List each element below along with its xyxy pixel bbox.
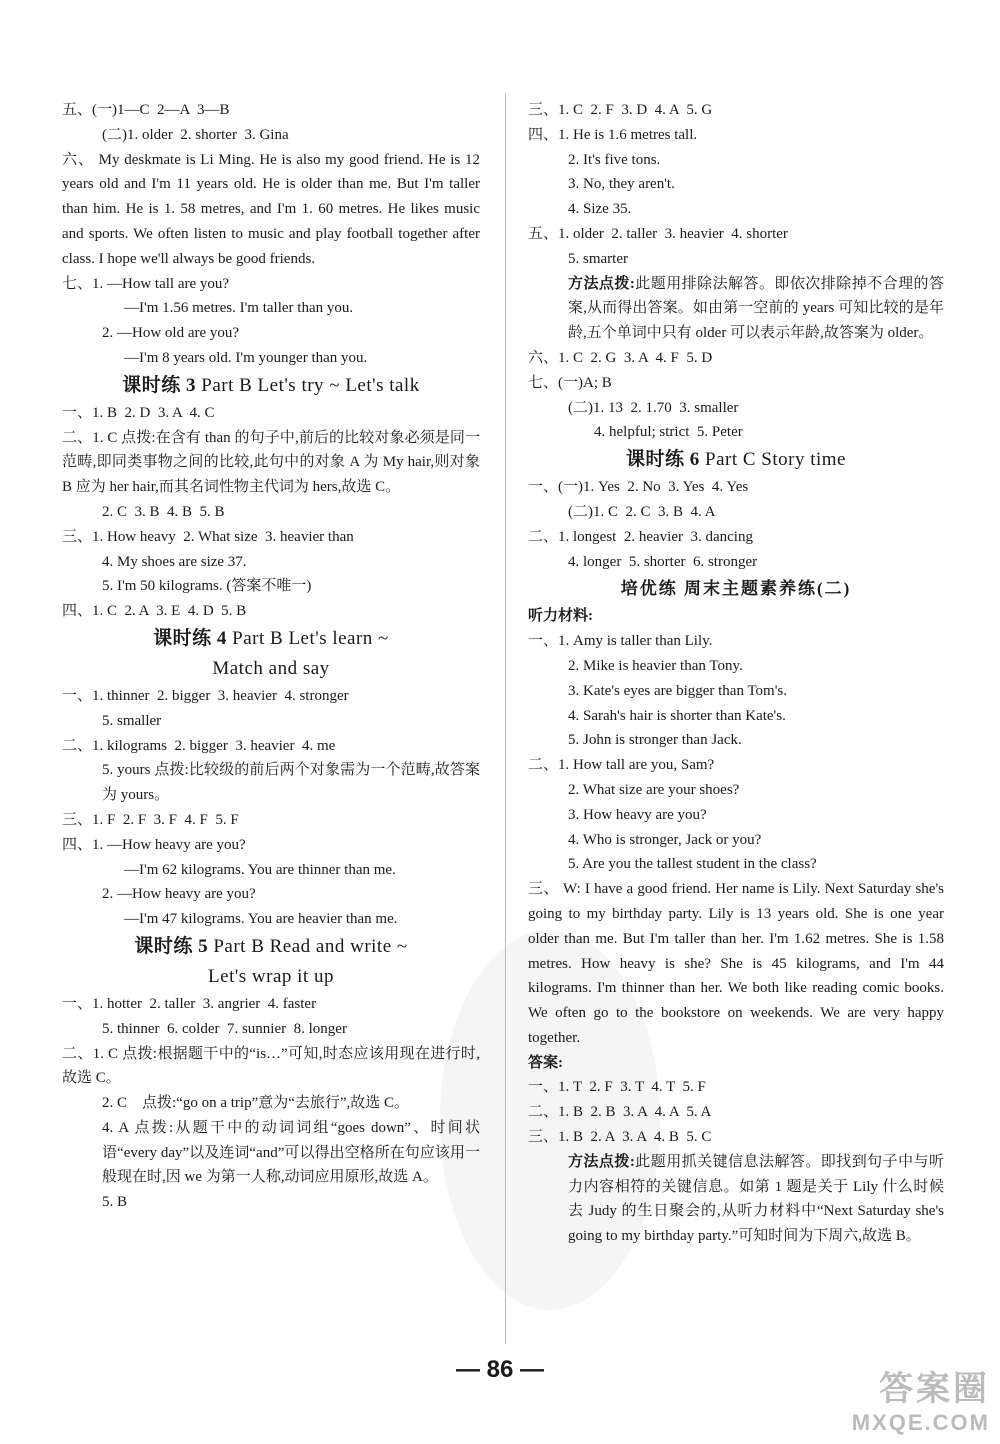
answer-text: 六、 My deskmate is Li Ming. He is also my good friend. He is 12 years old and I'm 11 years old. He is older than me. But I'm taller than him. He is 1. 58 metres, and I'm 1. 60 metres. He likes music and sports. We often listen to music and play football together after class. I hope we'll always be good friends. bbox=[62, 151, 480, 267]
section-heading bbox=[62, 932, 480, 962]
answer-line bbox=[62, 1091, 480, 1116]
answer-line bbox=[62, 833, 480, 858]
answer-text: 一、1. thinner 2. bigger 3. heavier 4. stronger bbox=[62, 687, 349, 704]
answer-line bbox=[528, 1051, 944, 1076]
answer-line bbox=[62, 401, 480, 426]
section-heading-title: Part C Story time bbox=[699, 449, 846, 471]
watermark-url: MXQE.COM bbox=[851, 1410, 990, 1435]
answer-text: —I'm 8 years old. I'm younger than you. bbox=[124, 349, 368, 366]
answer-line bbox=[528, 550, 944, 575]
answer-text: 四、1. C 2. A 3. E 4. D 5. B bbox=[62, 603, 247, 620]
answer-text: 一、1. Amy is taller than Lily. bbox=[528, 633, 713, 650]
section-heading bbox=[62, 624, 480, 654]
answer-text: 4. Who is stronger, Jack or you? bbox=[568, 831, 762, 848]
answer-text: 5. smarter bbox=[568, 250, 628, 267]
answer-line bbox=[62, 1017, 480, 1042]
answer-text: 4. Sarah's hair is shorter than Kate's. bbox=[568, 707, 786, 724]
answer-text: 2. C 点拨:“go on a trip”意为“去旅行”,故选 C。 bbox=[102, 1095, 410, 1112]
answer-line bbox=[528, 654, 944, 679]
answer-text: 5. yours 点拨:比较级的前后两个对象需为一个范畴,故答案为 yours。 bbox=[102, 762, 480, 804]
answer-line bbox=[528, 828, 944, 853]
answer-line bbox=[62, 709, 480, 734]
answer-line bbox=[62, 574, 480, 599]
answer-line bbox=[528, 852, 944, 877]
answer-line bbox=[528, 704, 944, 729]
left-column bbox=[62, 98, 480, 1215]
answer-text: 一、(一)1. Yes 2. No 3. Yes 4. Yes bbox=[528, 479, 749, 496]
answer-text: 4. helpful; strict 5. Peter bbox=[594, 424, 743, 441]
answer-text: 4. A 点拨:从题干中的动词词组“goes down”、时间状语“every day”以及连词“and”可以得出空格所在句应该用一般现在时,因 we 为第一人称,动词应用原形,故选 A。 bbox=[102, 1119, 480, 1186]
answer-text: 4. Size 35. bbox=[568, 201, 632, 218]
answer-text: 二、1. C 点拨:根据题干中的“is…”可知,时态应该用现在进行时,故选 C。 bbox=[62, 1045, 480, 1087]
answer-paragraph bbox=[528, 272, 944, 346]
answer-line bbox=[528, 500, 944, 525]
answer-paragraph bbox=[62, 426, 480, 500]
answer-text: 一、1. T 2. F 3. T 4. T 5. F bbox=[528, 1079, 706, 1096]
answer-text: 四、1. —How heavy are you? bbox=[62, 836, 246, 853]
answer-line bbox=[528, 247, 944, 272]
answer-paragraph bbox=[62, 148, 480, 272]
answer-text: 5. smaller bbox=[102, 712, 162, 729]
answer-line bbox=[62, 684, 480, 709]
answer-text: 四、1. He is 1.6 metres tall. bbox=[528, 126, 698, 143]
answer-text: 5. John is stronger than Jack. bbox=[568, 732, 742, 749]
answer-line bbox=[528, 420, 944, 445]
answer-line bbox=[528, 1125, 944, 1150]
answer-line bbox=[528, 679, 944, 704]
answer-line bbox=[528, 396, 944, 421]
answer-text: 七、(一)A; B bbox=[528, 374, 612, 391]
right-column bbox=[528, 98, 944, 1249]
answer-line bbox=[528, 371, 944, 396]
answer-text: 五、(一)1—C 2—A 3—B bbox=[62, 102, 230, 118]
answer-text: 3. How heavy are you? bbox=[568, 806, 707, 823]
answer-text: 三、1. How heavy 2. What size 3. heavier than bbox=[62, 528, 354, 545]
answer-line bbox=[528, 629, 944, 654]
section-heading-title: Part B Let's try ~ Let's talk bbox=[196, 374, 420, 396]
answer-text: —I'm 1.56 metres. I'm taller than you. bbox=[124, 300, 354, 317]
answer-text: 2. —How old are you? bbox=[102, 325, 240, 342]
answer-text: 此题用排除法解答。即依次排除掉不合理的答案,从而得出答案。如由第一空前的 years 可知比较的是年龄,五个单词中只有 older 可以表示年龄,故答案为 older。 bbox=[568, 275, 944, 342]
answer-text: 二、1. B 2. B 3. A 4. A 5. A bbox=[528, 1104, 712, 1121]
answer-text: 二、1. kilograms 2. bigger 3. heavier 4. me bbox=[62, 737, 336, 754]
answer-text: 2. C 3. B 4. B 5. B bbox=[102, 503, 225, 520]
page-number: — 86 — bbox=[455, 1356, 545, 1383]
section-heading-label: 课时练 5 bbox=[134, 935, 209, 957]
answer-text: 六、1. C 2. G 3. A 4. F 5. D bbox=[528, 349, 713, 366]
answer-text: 二、1. How tall are you, Sam? bbox=[528, 757, 715, 774]
answer-paragraph bbox=[62, 1042, 480, 1092]
answer-line bbox=[528, 98, 944, 123]
answer-text: 2. It's five tons. bbox=[568, 151, 661, 168]
answer-text: 二、1. C 点拨:在含有 than 的句子中,前后的比较对象必须是同一范畴,即同类事物之间的比较,此句中的对象 A 为 My hair,则对象 B 应为 her hair,而其名词性物主代词为 hers,故选 C。 bbox=[62, 429, 480, 496]
answer-line bbox=[528, 197, 944, 222]
answer-line bbox=[528, 525, 944, 550]
answer-line bbox=[62, 500, 480, 525]
answer-text: 二、1. longest 2. heavier 3. dancing bbox=[528, 528, 753, 545]
column-divider bbox=[505, 94, 506, 1344]
answer-text: —I'm 62 kilograms. You are thinner than me. bbox=[124, 861, 396, 878]
answer-line bbox=[62, 123, 480, 148]
section-heading-label: 课时练 6 bbox=[626, 449, 700, 471]
section-heading-title: Part B Read and write ~ bbox=[208, 935, 408, 957]
answer-text: 2. —How heavy are you? bbox=[102, 886, 256, 903]
answer-line bbox=[528, 803, 944, 828]
answer-text: 此题用抓关键信息法解答。即找到句子中与听力内容相符的关键信息。如第 1 题是关于 Lily 什么时候去 Judy 的生日聚会的,从听力材料中“Next Saturday she's going to my birthday party.”可知时间为下周六,故选 B。 bbox=[568, 1153, 944, 1245]
answer-line bbox=[62, 272, 480, 297]
section-heading bbox=[62, 654, 480, 684]
answer-line bbox=[62, 599, 480, 624]
answer-line bbox=[528, 172, 944, 197]
answer-text: 三、1. B 2. A 3. A 4. B 5. C bbox=[528, 1129, 712, 1146]
answer-text: 5. Are you the tallest student in the class? bbox=[568, 856, 817, 873]
answer-line bbox=[528, 728, 944, 753]
section-heading bbox=[62, 962, 480, 992]
section-heading-title: Match and say bbox=[212, 657, 330, 679]
section-heading-title: Part B Let's learn ~ bbox=[226, 627, 389, 649]
answer-line bbox=[528, 753, 944, 778]
answer-line bbox=[62, 858, 480, 883]
answer-line bbox=[528, 604, 944, 629]
answer-line bbox=[528, 1100, 944, 1125]
answer-line bbox=[62, 907, 480, 932]
answer-text: 3. No, they aren't. bbox=[568, 176, 675, 193]
answer-text: (二)1. older 2. shorter 3. Gina bbox=[102, 126, 289, 143]
site-watermark bbox=[852, 1361, 990, 1436]
answer-line bbox=[528, 778, 944, 803]
answer-text: 5. I'm 50 kilograms. (答案不唯一) bbox=[102, 578, 312, 595]
answer-line bbox=[62, 1190, 480, 1215]
answer-line bbox=[62, 550, 480, 575]
answer-line bbox=[62, 296, 480, 321]
answer-text: —I'm 47 kilograms. You are heavier than me. bbox=[124, 911, 398, 928]
answer-text: 5. B bbox=[102, 1194, 128, 1211]
answer-text: 三、1. F 2. F 3. F 4. F 5. F bbox=[62, 811, 239, 828]
answer-line bbox=[62, 992, 480, 1017]
answer-text: 七、1. —How tall are you? bbox=[62, 275, 230, 292]
answer-line bbox=[62, 808, 480, 833]
answer-line bbox=[62, 321, 480, 346]
answer-paragraph bbox=[528, 1150, 944, 1249]
section-heading: 培优练 周末主题素养练(二) bbox=[620, 579, 852, 599]
answer-line bbox=[62, 525, 480, 550]
answer-text: 4. longer 5. shorter 6. stronger bbox=[568, 553, 758, 570]
answer-line bbox=[528, 346, 944, 371]
section-heading-label: 课时练 3 bbox=[122, 374, 197, 396]
answer-text: 一、1. B 2. D 3. A 4. C bbox=[62, 404, 215, 421]
answer-text: 三、 W: I have a good friend. Her name is Lily. Next Saturday she's going to my birthday party. Lily is 13 years old. She is one year older than me. But I'm taller than her. I'm 1.62 metres. She is 1.58 metres. How heavy is she? She is 45 kilograms, and I'm 44 kilograms. I'm thinner than her. We both like reading comic books. We often go to the bookstore on weekends. We are very happy together. bbox=[528, 881, 944, 1046]
answer-text: (二)1. 13 2. 1.70 3. smaller bbox=[568, 399, 739, 416]
watermark-logo-text: 答案圈 bbox=[879, 1370, 990, 1408]
section-heading-title: Let's wrap it up bbox=[208, 965, 334, 987]
answer-text: 一、1. hotter 2. taller 3. angrier 4. faster bbox=[62, 995, 317, 1012]
answer-line bbox=[528, 475, 944, 500]
answer-text: 三、1. C 2. F 3. D 4. A 5. G bbox=[528, 102, 713, 118]
label-bold: 方法点拨: bbox=[568, 275, 635, 292]
answer-paragraph bbox=[62, 1116, 480, 1190]
answer-text: (二)1. C 2. C 3. B 4. A bbox=[568, 503, 716, 520]
label-bold: 方法点拨: bbox=[568, 1153, 635, 1170]
section-heading-label: 课时练 4 bbox=[153, 627, 227, 649]
section-heading bbox=[62, 371, 480, 401]
answer-line bbox=[62, 98, 480, 123]
label-bold: 听力材料: bbox=[528, 608, 593, 625]
answer-paragraph bbox=[62, 758, 480, 808]
answer-line bbox=[62, 882, 480, 907]
answer-line bbox=[528, 222, 944, 247]
answer-text: 2. Mike is heavier than Tony. bbox=[568, 657, 743, 674]
section-heading bbox=[528, 445, 944, 475]
label-bold: 答案: bbox=[528, 1054, 563, 1071]
answer-text: 3. Kate's eyes are bigger than Tom's. bbox=[568, 682, 788, 699]
answer-line bbox=[62, 734, 480, 759]
answer-paragraph bbox=[528, 877, 944, 1051]
answer-line bbox=[528, 148, 944, 173]
answer-line bbox=[528, 123, 944, 148]
answer-text: 五、1. older 2. taller 3. heavier 4. shorter bbox=[528, 225, 788, 242]
answer-text: 4. My shoes are size 37. bbox=[102, 553, 247, 570]
answer-line bbox=[528, 1075, 944, 1100]
answer-line bbox=[62, 346, 480, 371]
answer-text: 2. What size are your shoes? bbox=[568, 781, 740, 798]
answer-text: 5. thinner 6. colder 7. sunnier 8. longer bbox=[102, 1020, 347, 1037]
